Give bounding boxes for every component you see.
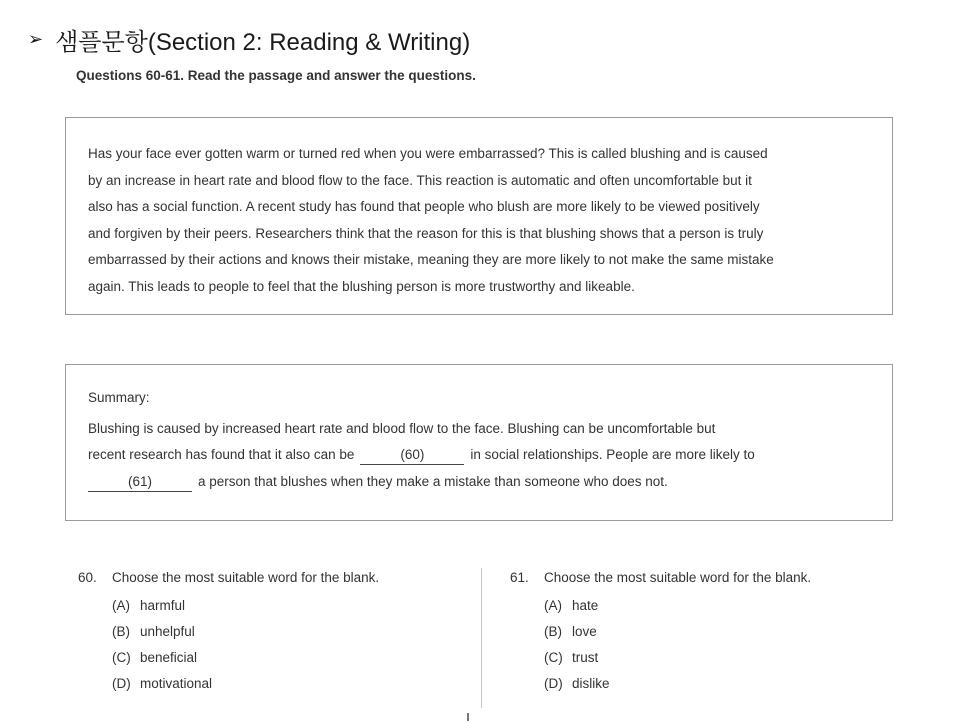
- answer-options: [112, 593, 379, 697]
- option-letter: (B): [112, 624, 130, 639]
- option-text: trust: [572, 650, 599, 665]
- question-number: 61.: [510, 570, 529, 585]
- question-60: [78, 570, 379, 697]
- passage-line: also has a social function. A recent study has found that people who blush are more likely to be viewed positively: [88, 199, 760, 214]
- option-letter: (C): [112, 650, 131, 665]
- section-title: 샘플문항(Section 2: Reading & Writing): [55, 29, 471, 56]
- option-text: love: [572, 624, 597, 639]
- summary-box: [65, 364, 893, 521]
- question-instructions: Questions 60-61. Read the passage and answer the questions.: [76, 68, 476, 83]
- page-tick-mark: [467, 713, 469, 721]
- summary-text: a person that blushes when they make a mistake than someone who does not.: [198, 473, 668, 489]
- option-letter: (A): [544, 598, 562, 613]
- passage-line: again. This leads to people to feel that the blushing person is more trustworthy and likeable.: [88, 278, 635, 294]
- summary-line: Blushing is caused by increased heart rate and blood flow to the face. Blushing can be uncomfortable but: [88, 420, 716, 436]
- question-stem: Choose the most suitable word for the blank.: [112, 570, 380, 585]
- option-d[interactable]: [544, 671, 811, 697]
- option-letter: (D): [112, 676, 131, 691]
- question-number: 60.: [78, 570, 97, 585]
- answer-options: [544, 593, 811, 697]
- option-a[interactable]: [544, 593, 811, 619]
- summary-label: Summary:: [88, 390, 150, 405]
- summary-line: [88, 469, 872, 496]
- option-letter: (C): [544, 650, 563, 665]
- option-letter: (A): [112, 598, 130, 613]
- summary-text: recent research has found that it also can be: [88, 447, 355, 462]
- blank-61: (61): [88, 473, 192, 492]
- option-c[interactable]: [544, 645, 811, 671]
- summary-text: in social relationships. People are more likely to: [470, 447, 755, 462]
- option-b[interactable]: [544, 619, 811, 645]
- passage-line: embarrassed by their actions and knows their mistake, meaning they are more likely to not make the same mistake: [88, 252, 774, 267]
- option-c[interactable]: [112, 645, 379, 671]
- question-stem: Choose the most suitable word for the blank.: [544, 570, 812, 585]
- option-text: dislike: [572, 676, 610, 691]
- column-divider: [481, 568, 482, 708]
- arrow-bullet-icon: ➢: [28, 29, 44, 49]
- option-a[interactable]: [112, 593, 379, 619]
- option-b[interactable]: [112, 619, 379, 645]
- summary-line: [88, 442, 872, 469]
- reading-passage: [65, 117, 893, 315]
- option-text: motivational: [140, 676, 213, 691]
- option-text: unhelpful: [140, 624, 195, 639]
- page-title: [28, 22, 470, 57]
- option-text: hate: [572, 598, 599, 613]
- option-letter: (D): [544, 676, 563, 691]
- blank-60: (60): [360, 446, 464, 465]
- option-text: harmful: [140, 598, 186, 613]
- option-text: beneficial: [140, 650, 198, 665]
- question-61: [510, 570, 811, 697]
- option-d[interactable]: [112, 671, 379, 697]
- passage-line: by an increase in heart rate and blood flow to the face. This reaction is automatic and often uncomfortable but it: [88, 172, 752, 188]
- passage-line: Has your face ever gotten warm or turned red when you were embarrassed? This is called blushing and is caused: [88, 146, 768, 161]
- passage-line: and forgiven by their peers. Researchers think that the reason for this is that blushing shows that a person is truly: [88, 225, 764, 241]
- option-letter: (B): [544, 624, 562, 639]
